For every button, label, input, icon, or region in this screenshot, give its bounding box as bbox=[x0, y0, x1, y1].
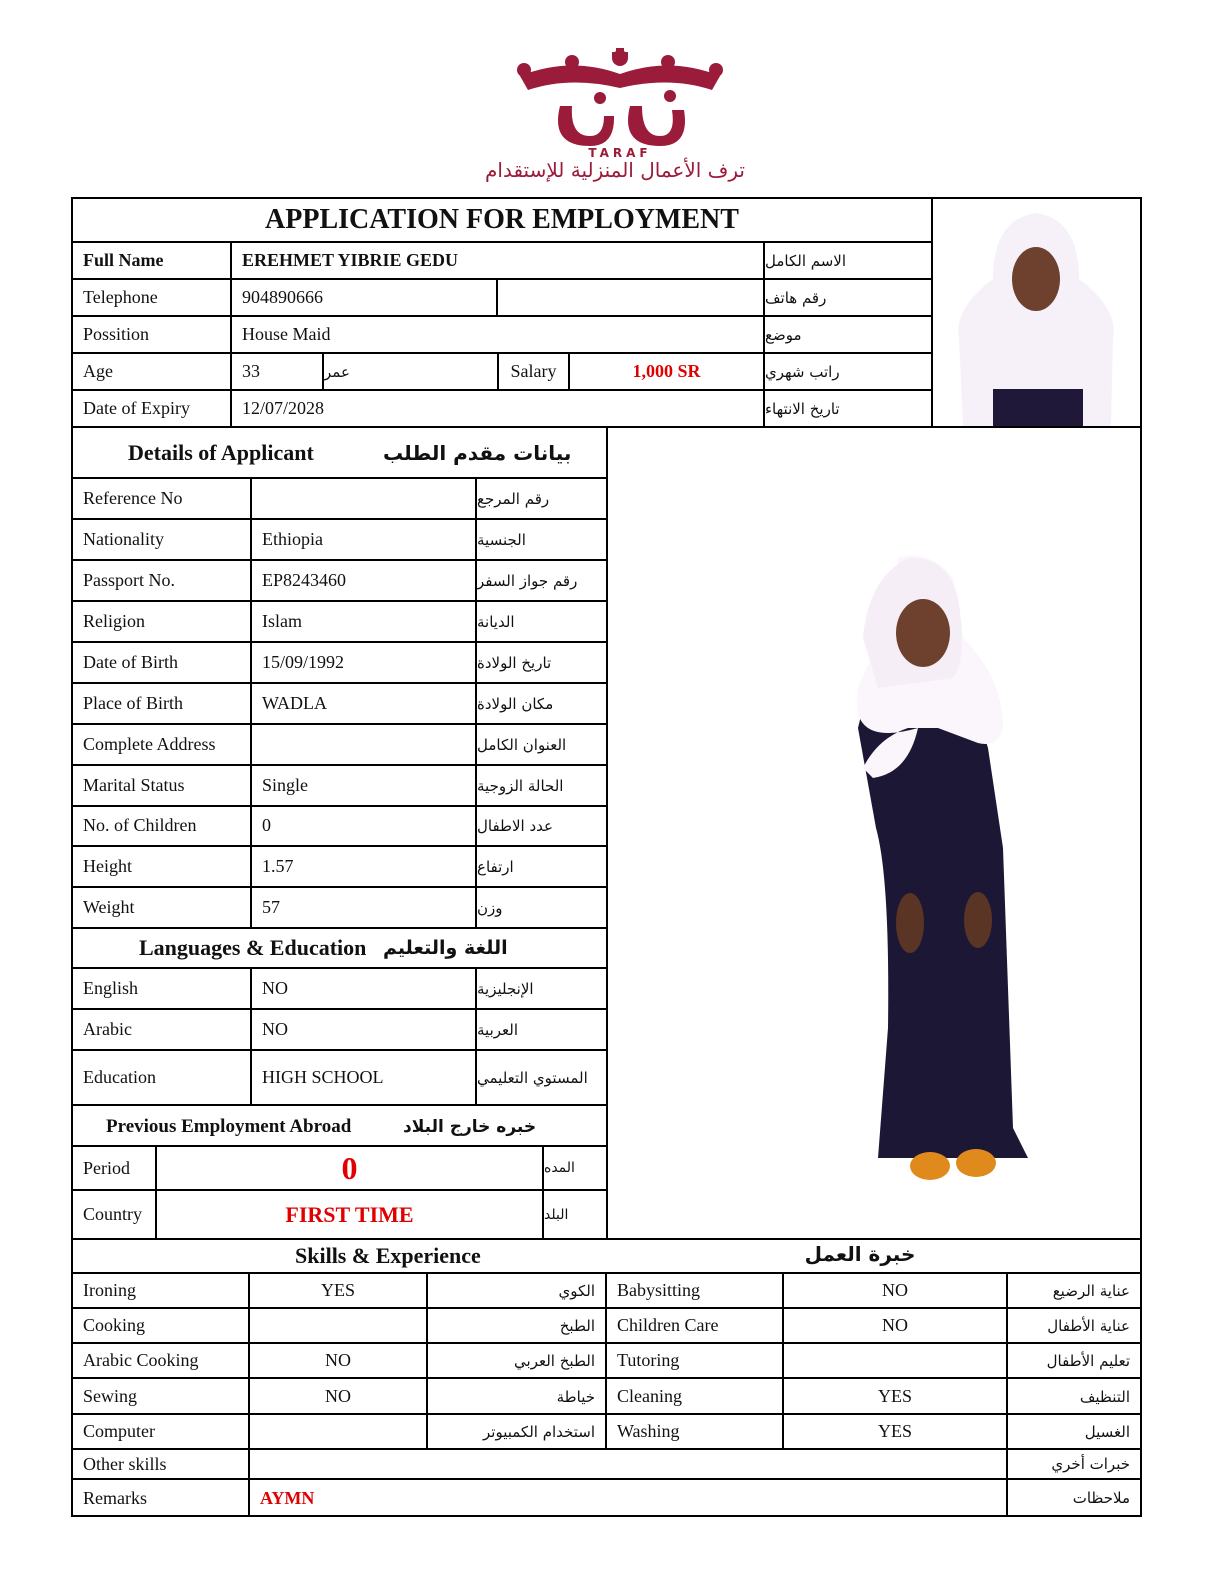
skill-label: Sewing bbox=[83, 1386, 137, 1406]
skill-label-ar: استخدام الكمبيوتر bbox=[483, 1422, 595, 1441]
skill-label-ar: الطبخ bbox=[559, 1316, 595, 1335]
remarks-label: Remarks bbox=[83, 1487, 147, 1508]
skill-label-ar: التنظيف bbox=[1079, 1387, 1130, 1406]
details-row-label: Reference No bbox=[83, 488, 183, 508]
language-row-label-ar: المستوي التعليمي bbox=[477, 1068, 588, 1087]
logo-tagline: ترف الأعمال المنزلية للإستقدام bbox=[485, 158, 745, 182]
expiry-value: 12/07/2028 bbox=[242, 398, 325, 418]
details-row-label-ar: رقم المرجع bbox=[477, 489, 550, 508]
table-rule bbox=[475, 967, 477, 1106]
country-label: Country bbox=[83, 1204, 143, 1224]
telephone-label-ar: رقم هاتف bbox=[765, 288, 827, 307]
skill-label: Children Care bbox=[617, 1315, 719, 1335]
age-label: Age bbox=[83, 361, 113, 381]
table-rule bbox=[605, 1272, 607, 1448]
skill-label: Babysitting bbox=[617, 1280, 701, 1300]
details-row-value: Ethiopia bbox=[262, 529, 323, 549]
skills-heading-ar: خبرة العمل bbox=[804, 1242, 916, 1266]
position-label-ar: موضع bbox=[765, 325, 802, 344]
details-row-value: 0 bbox=[262, 815, 271, 835]
logo-brand-text: TARAF bbox=[588, 146, 652, 160]
remarks-label-ar: ملاحظات bbox=[1072, 1489, 1130, 1507]
languages-heading: Languages & Education bbox=[139, 935, 367, 960]
skill-label-ar: تعليم الأطفال bbox=[1046, 1351, 1130, 1370]
table-rule bbox=[250, 967, 252, 1106]
details-row-value: WADLA bbox=[262, 693, 327, 713]
details-row-label-ar: ارتفاع bbox=[477, 857, 514, 876]
details-row-label: Complete Address bbox=[83, 734, 216, 754]
details-row-label: Place of Birth bbox=[83, 693, 183, 713]
details-row-label: Religion bbox=[83, 611, 145, 631]
details-row-label: Weight bbox=[83, 897, 135, 917]
details-row-value: Single bbox=[262, 775, 309, 795]
details-row-label-ar: تاريخ الولادة bbox=[477, 653, 552, 672]
details-row-label: No. of Children bbox=[83, 815, 197, 835]
previous-heading-ar: خبره خارج البلاد bbox=[403, 1116, 537, 1137]
skills-heading: Skills & Experience bbox=[295, 1243, 481, 1268]
full-name-label: Full Name bbox=[83, 250, 164, 270]
country-label-ar: البلد bbox=[544, 1206, 569, 1223]
table-rule bbox=[426, 1272, 428, 1448]
full-name-value: EREHMET YIBRIE GEDU bbox=[242, 250, 459, 270]
table-rule bbox=[250, 477, 252, 927]
other-skills-value bbox=[250, 1450, 1006, 1478]
salary-label: Salary bbox=[510, 361, 557, 381]
table-rule bbox=[782, 1272, 784, 1448]
skill-label-ar: الطبخ العربي bbox=[514, 1351, 595, 1370]
details-row-label: Height bbox=[83, 856, 132, 876]
skill-value bbox=[784, 1344, 1006, 1377]
skill-label-ar: خياطة bbox=[556, 1387, 595, 1406]
position-label: Possition bbox=[83, 324, 150, 344]
details-row-label-ar: العنوان الكامل bbox=[477, 735, 567, 754]
table-rule bbox=[73, 1104, 608, 1106]
skill-label: Arabic Cooking bbox=[83, 1350, 199, 1370]
language-row-label-ar: الإنجليزية bbox=[477, 979, 534, 998]
details-row-label-ar: عدد الاطفال bbox=[477, 816, 553, 835]
skill-label: Tutoring bbox=[617, 1350, 680, 1370]
country-value: FIRST TIME bbox=[285, 1201, 414, 1227]
period-label: Period bbox=[83, 1157, 130, 1178]
position-value: House Maid bbox=[242, 324, 331, 344]
skill-label: Cleaning bbox=[617, 1386, 682, 1406]
details-row-label: Date of Birth bbox=[83, 652, 178, 672]
period-label-ar: المده bbox=[544, 1160, 575, 1176]
other-skills-label: Other skills bbox=[83, 1453, 167, 1474]
expiry-label: Date of Expiry bbox=[83, 398, 190, 418]
details-row-value: 57 bbox=[262, 897, 280, 917]
table-rule bbox=[542, 1145, 544, 1238]
expiry-label-ar: تاريخ الانتهاء bbox=[765, 399, 840, 418]
other-skills-label-ar: خبرات أخري bbox=[1051, 1455, 1130, 1473]
table-rule bbox=[475, 477, 477, 927]
page-title: APPLICATION FOR EMPLOYMENT bbox=[265, 204, 739, 235]
applicant-full-body-photo bbox=[608, 428, 1140, 1238]
skill-label: Computer bbox=[83, 1421, 155, 1441]
skill-label-ar: عناية الرضيع bbox=[1052, 1281, 1130, 1300]
skill-label: Washing bbox=[617, 1421, 680, 1441]
telephone-label: Telephone bbox=[83, 287, 158, 307]
details-row-label-ar: الجنسية bbox=[477, 530, 526, 549]
details-row-label: Nationality bbox=[83, 529, 164, 549]
details-row-label-ar: الديانة bbox=[477, 612, 515, 631]
remarks-value: AYMN bbox=[260, 1487, 315, 1508]
age-value: 33 bbox=[242, 361, 260, 381]
skill-value: NO bbox=[882, 1280, 908, 1300]
language-row-label: Education bbox=[83, 1067, 156, 1087]
details-row-label-ar: مكان الولادة bbox=[477, 694, 554, 713]
language-row-label-ar: العربية bbox=[477, 1020, 518, 1039]
skill-value: NO bbox=[325, 1350, 351, 1370]
details-row-value: 1.57 bbox=[262, 856, 294, 876]
language-row-label: Arabic bbox=[83, 1019, 132, 1039]
details-row-label-ar: الحالة الزوجية bbox=[477, 776, 564, 795]
skill-value bbox=[250, 1309, 426, 1342]
full-name-label-ar: الاسم الكامل bbox=[765, 251, 847, 270]
skill-value bbox=[250, 1415, 426, 1448]
skill-label: Cooking bbox=[83, 1315, 146, 1335]
skill-value: NO bbox=[882, 1315, 908, 1335]
details-row-value bbox=[252, 479, 475, 518]
details-row-value: 15/09/1992 bbox=[262, 652, 345, 672]
languages-heading-ar: اللغة والتعليم bbox=[383, 937, 508, 959]
details-row-label: Marital Status bbox=[83, 775, 185, 795]
table-rule bbox=[155, 1145, 157, 1238]
telephone-value: 904890666 bbox=[242, 287, 323, 307]
skill-value: YES bbox=[320, 1280, 355, 1300]
details-row-value bbox=[252, 725, 475, 764]
previous-heading: Previous Employment Abroad bbox=[106, 1115, 352, 1137]
age-label-ar: عمر bbox=[324, 362, 350, 381]
skill-label-ar: الغسيل bbox=[1084, 1422, 1130, 1441]
details-heading: Details of Applicant bbox=[128, 440, 314, 465]
skill-value: NO bbox=[325, 1386, 351, 1406]
language-row-value: NO bbox=[262, 978, 288, 998]
skill-value: YES bbox=[877, 1421, 912, 1441]
skill-label-ar: عناية الأطفال bbox=[1047, 1316, 1130, 1335]
skill-label-ar: الكوي bbox=[558, 1281, 595, 1300]
language-row-label: English bbox=[83, 978, 139, 998]
salary-value: 1,000 SR bbox=[632, 361, 701, 381]
applicant-portrait-photo bbox=[933, 199, 1140, 426]
details-row-value: Islam bbox=[262, 611, 302, 631]
details-row-label-ar: وزن bbox=[477, 898, 503, 917]
language-row-value: NO bbox=[262, 1019, 288, 1039]
language-row-value: HIGH SCHOOL bbox=[262, 1067, 384, 1087]
period-value: 0 bbox=[341, 1149, 358, 1186]
skill-label: Ironing bbox=[83, 1280, 136, 1300]
skill-value: YES bbox=[877, 1386, 912, 1406]
details-row-value: EP8243460 bbox=[262, 570, 347, 590]
details-heading-ar: بيانات مقدم الطلب bbox=[383, 441, 572, 465]
salary-label-ar: راتب شهري bbox=[765, 362, 840, 381]
details-row-label: Passport No. bbox=[83, 570, 176, 590]
details-row-label-ar: رقم جواز السفر bbox=[477, 571, 578, 590]
